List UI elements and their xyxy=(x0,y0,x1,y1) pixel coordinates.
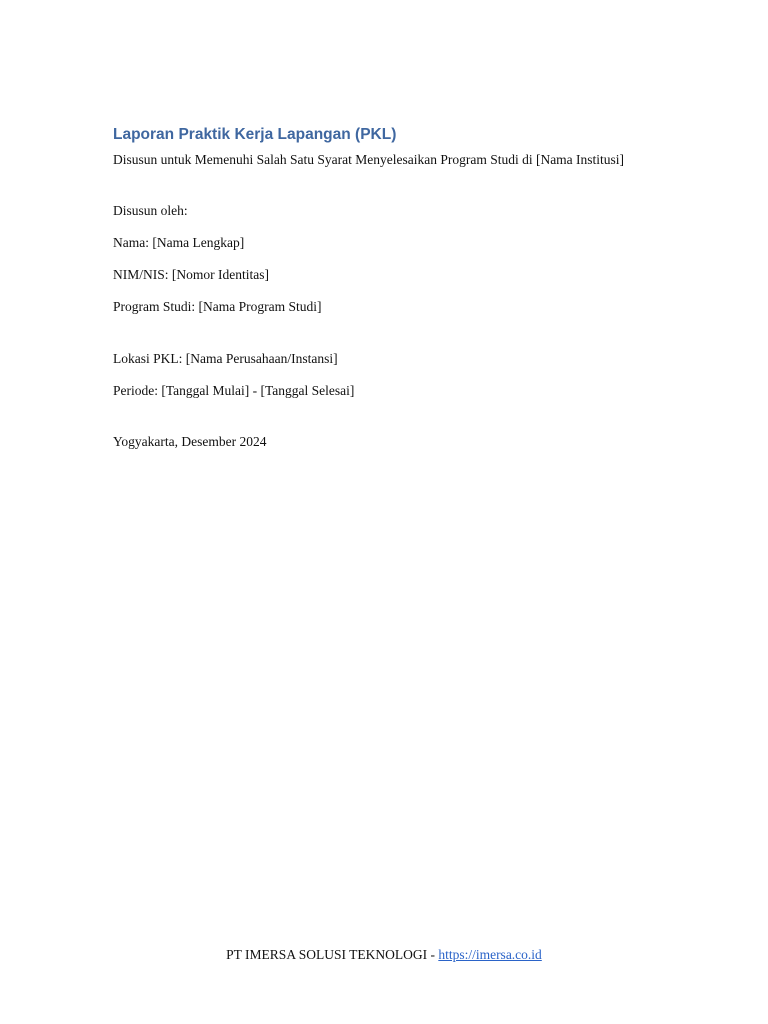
location-line: Lokasi PKL: [Nama Perusahaan/Instansi] xyxy=(113,350,338,366)
spacer xyxy=(113,252,633,265)
place-date-line: Yogyakarta, Desember 2024 xyxy=(113,433,267,449)
program-line: Program Studi: [Nama Program Studi] xyxy=(113,298,322,314)
prepared-by-label: Disusun oleh: xyxy=(113,202,188,218)
spacer xyxy=(113,284,633,297)
spacer xyxy=(113,316,633,349)
period-line: Periode: [Tanggal Mulai] - [Tanggal Selesai] xyxy=(113,382,355,398)
spacer xyxy=(113,220,633,233)
page-footer xyxy=(0,945,768,964)
footer-company-text: PT IMERSA SOLUSI TEKNOLOGI - xyxy=(226,947,439,962)
document-body xyxy=(113,124,633,451)
spacer xyxy=(113,368,633,381)
document-title: Laporan Praktik Kerja Lapangan (PKL) xyxy=(113,126,397,143)
footer-website-link[interactable]: https://imersa.co.id xyxy=(438,947,542,962)
document-subtitle: Disusun untuk Memenuhi Salah Satu Syarat Menyelesaikan Program Studi di [Nama Institusi] xyxy=(113,152,625,167)
id-line: NIM/NIS: [Nomor Identitas] xyxy=(113,266,269,282)
spacer xyxy=(113,400,633,432)
name-line: Nama: [Nama Lengkap] xyxy=(113,234,245,250)
spacer xyxy=(113,170,633,201)
